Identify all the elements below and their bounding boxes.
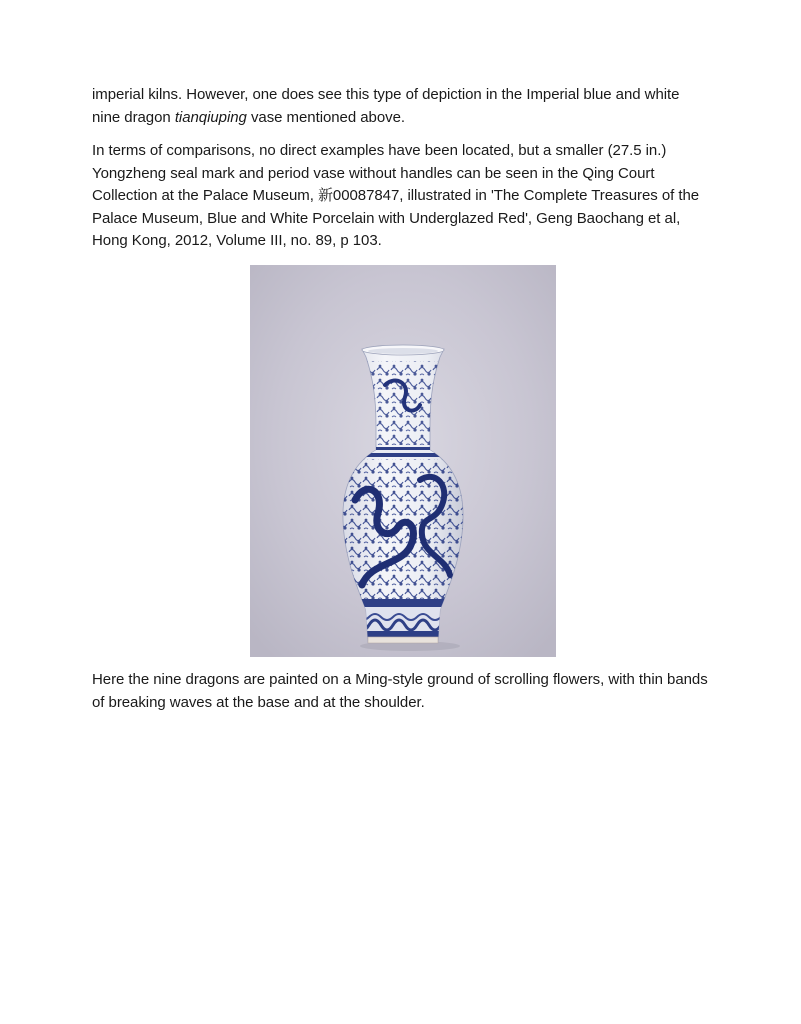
vase-photograph (250, 265, 556, 657)
paragraph-intro-start: imperial kilns. However, one does see this type of depiction in the Imperial blue and white nine dragon (92, 86, 680, 126)
paragraph-intro (92, 84, 708, 129)
vase-illustration (250, 265, 556, 657)
paragraph-intro-end: vase mentioned above. (246, 108, 406, 126)
paragraph-intro-text (92, 84, 708, 129)
paragraph-comparisons-text: In terms of comparisons, no direct examples have been located, but a smaller (27.5 in.) Yongzheng seal mark and period vase without handles can be seen in the Qing Court Collection at the Palace Museum, 新00087847, illustrated in 'The Complete Treasures of the Palace Museum, Blue and White Porcelain with Underglazed Red', Geng Baochang et al, Hong Kong, 2012, Volume III, no. 89, p 103. (92, 142, 700, 250)
paragraph-description (92, 669, 708, 714)
vase-type-term: tianqiuping (174, 108, 247, 126)
paragraph-description-text: Here the nine dragons are painted on a Ming-style ground of scrolling flowers, with thin bands of breaking waves at the base and at the shoulder. (92, 671, 708, 711)
paragraph-comparisons (92, 140, 708, 253)
